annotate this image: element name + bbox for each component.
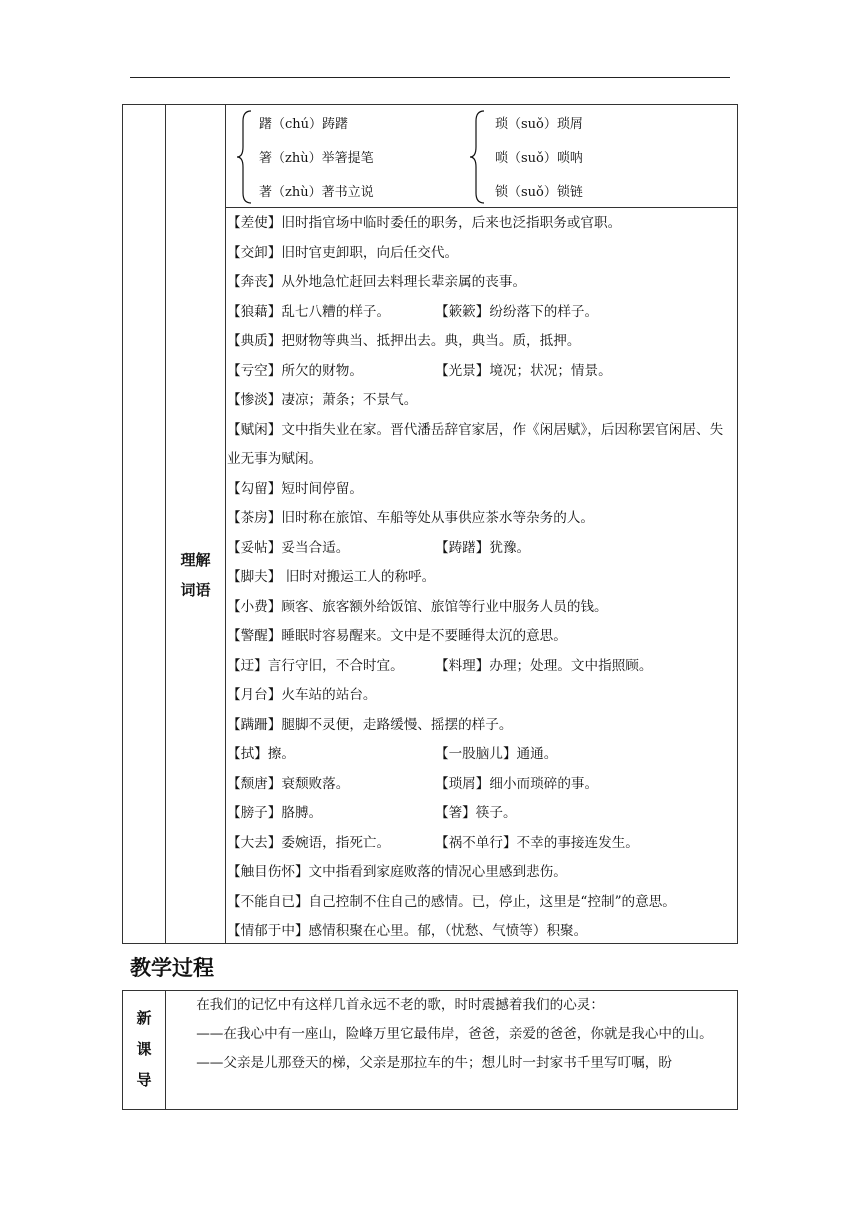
- left-brace-icon: [235, 109, 257, 205]
- row-divider: [225, 207, 737, 208]
- vocab-text: 【妥帖】妥当合适。: [227, 539, 350, 556]
- vocab-entry: [227, 652, 735, 682]
- vocab-entry: [227, 327, 735, 357]
- vocab-text: 【勾留】短时间停留。: [227, 480, 363, 497]
- vocab-text: 【脚夫】 旧时对搬运工人的称呼。: [227, 569, 436, 585]
- label-char: 新: [136, 1009, 152, 1027]
- vocab-text: 【茶房】旧时称在旅馆、车船等处从事供应茶水等杂务的人。: [227, 510, 595, 526]
- left-brace-icon: [468, 109, 490, 205]
- intro-text: [169, 991, 735, 1078]
- intro-paragraph: ——父亲是儿那登天的梯，父亲是那拉车的牛；想儿时一封家书千里写叮嘱，盼: [196, 1055, 672, 1071]
- column-divider: [165, 105, 166, 943]
- pronunciation-item: 锁（suǒ）锁链: [495, 185, 583, 200]
- intro-table: [122, 990, 738, 1110]
- vocab-entry: [227, 239, 735, 269]
- vocab-entry: [227, 563, 735, 593]
- vocab-text: 【膀子】胳膊。: [227, 805, 323, 821]
- vocab-text: 【亏空】所欠的财物。: [227, 362, 363, 379]
- vocab-text: 【料理】办理；处理。文中指照顾。: [435, 657, 653, 674]
- vocab-entry: [227, 711, 735, 741]
- vocab-entry: [227, 829, 735, 859]
- vocab-entry: [227, 681, 735, 711]
- vocab-text: 【情郁于中】感情积聚在心里。郁，（忧愁、气愤等）积聚。: [227, 923, 588, 939]
- pronunciation-item: 琐（suǒ）琐屑: [495, 117, 583, 132]
- vocab-entry: [227, 888, 735, 918]
- vocab-entry: [227, 357, 735, 387]
- vocab-text: 【光景】境况；状况；情景。: [435, 362, 612, 379]
- pronunciation-item: 躇（chú）踌躇: [259, 117, 349, 132]
- vocab-text: 【狼藉】乱七八糟的样子。: [227, 303, 391, 320]
- vocab-text: 【奔丧】从外地急忙赶回去料理长辈亲属的丧事。: [227, 274, 527, 290]
- vocab-entry: [227, 504, 735, 534]
- vocab-text: 【颓唐】衰颓败落。: [227, 775, 350, 792]
- header-rule: [130, 77, 730, 78]
- vocab-text: 【祸不单行】不幸的事接连发生。: [435, 834, 639, 851]
- intro-section-label: [123, 1003, 165, 1096]
- vocabulary-table: [122, 104, 738, 944]
- vocab-text: 【蹒跚】腿脚不灵便，走路缓慢、摇摆的样子。: [227, 716, 513, 733]
- vocab-entry: [227, 799, 735, 829]
- pronunciation-item: 著（zhù）著书立说: [259, 185, 374, 200]
- vocab-entry: [227, 475, 735, 505]
- vocab-text: 【大去】委婉语，指死亡。: [227, 834, 391, 851]
- column-divider: [225, 105, 226, 943]
- vocab-text: 【典质】把财物等典当、抵押出去。典，典当。质，抵押。: [227, 333, 581, 349]
- section-title: 教学过程: [130, 956, 214, 980]
- vocab-text: 【不能自已】自己控制不住自己的感情。已，停止，这里是“控制”的意思。: [227, 893, 676, 910]
- vocab-section-label: [166, 545, 225, 605]
- vocab-text: 【差使】旧时指官场中临时委任的职务，后来也泛指职务或官职。: [227, 215, 622, 231]
- vocab-entry: [227, 298, 735, 328]
- label-line: 理解: [180, 551, 211, 569]
- label-char: 课: [136, 1040, 152, 1058]
- vocab-entry: [227, 917, 735, 947]
- vocab-text: 【月台】火车站的站台。: [227, 687, 377, 703]
- vocab-text: 【触目伤怀】文中指看到家庭败落的情况心里感到悲伤。: [227, 864, 567, 880]
- vocab-text: 【踌躇】犹豫。: [435, 539, 531, 556]
- vocab-entry: [227, 386, 735, 416]
- vocab-list: [227, 209, 735, 947]
- column-divider: [165, 991, 166, 1109]
- vocab-entry: [227, 740, 735, 770]
- intro-paragraph: 在我们的记忆中有这样几首永远不老的歌，时时震撼着我们的心灵：: [196, 997, 604, 1013]
- vocab-text: 【簌簌】纷纷落下的样子。: [435, 303, 599, 320]
- vocab-text: 【惨淡】凄凉；萧条；不景气。: [227, 392, 418, 408]
- vocab-entry: [227, 622, 735, 652]
- vocab-text: 【拭】擦。: [227, 746, 295, 762]
- vocab-text: 【小费】顾客、旅客额外给饭馆、旅馆等行业中服务人员的钱。: [227, 598, 608, 615]
- pronunciation-item: 箸（zhù）举箸提笔: [259, 151, 374, 166]
- vocab-text: 【交卸】旧时官吏卸职，向后任交代。: [227, 244, 459, 261]
- vocab-text: 【警醒】睡眠时容易醒来。文中是不要睡得太沉的意思。: [227, 628, 567, 644]
- pronunciation-item: 唢（suǒ）唢呐: [495, 151, 583, 166]
- vocab-text: 【迂】言行守旧，不合时宜。: [227, 657, 404, 674]
- vocab-entry: [227, 770, 735, 800]
- label-line: 词语: [180, 581, 211, 599]
- label-char: 导: [136, 1071, 152, 1089]
- vocab-text: 【琐屑】细小而琐碎的事。: [435, 775, 599, 792]
- vocab-text: 【赋闲】文中指失业在家。晋代潘岳辞官家居，作《闲居赋》，后因称罢官闲居、失业无事为赋闲。: [227, 421, 724, 467]
- vocab-entry: [227, 209, 735, 239]
- vocab-text: 【箸】筷子。: [435, 805, 517, 821]
- vocab-entry: [227, 534, 735, 564]
- vocab-entry: [227, 416, 735, 475]
- intro-paragraph: ——在我心中有一座山，险峰万里它最伟岸，爸爸，亲爱的爸爸，你就是我心中的山。: [196, 1026, 713, 1042]
- vocab-text: 【一股脑儿】通通。: [435, 746, 558, 762]
- vocab-entry: [227, 593, 735, 623]
- vocab-entry: [227, 858, 735, 888]
- vocab-entry: [227, 268, 735, 298]
